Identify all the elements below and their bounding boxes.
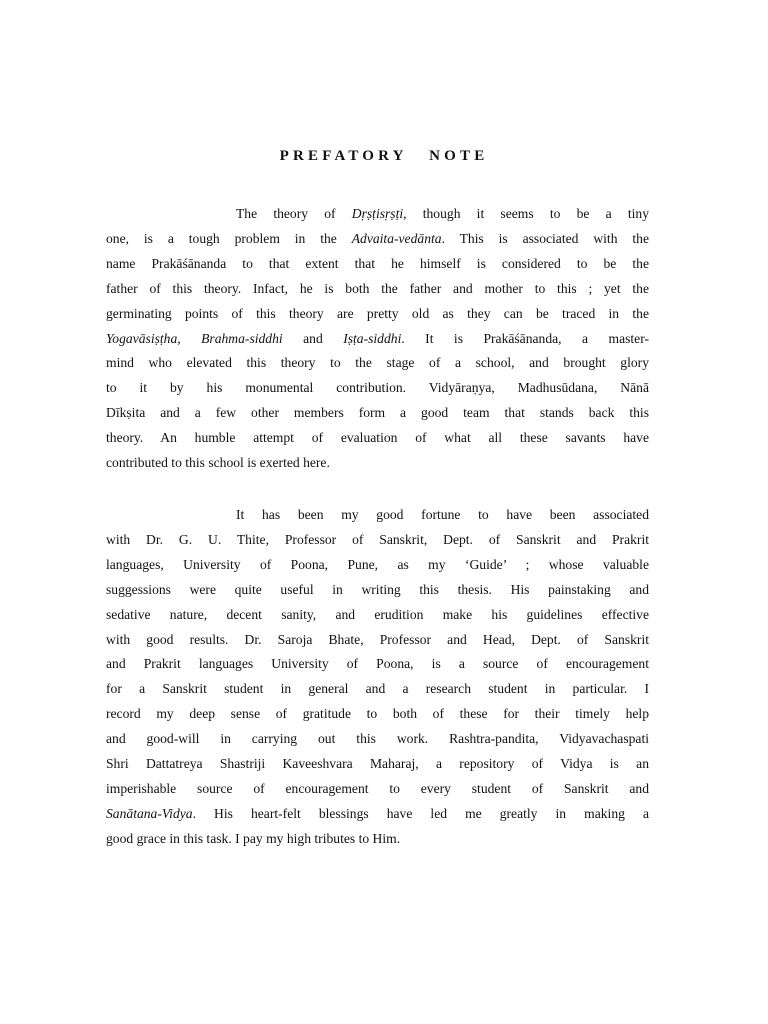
text-line: record my deep sense of gratitude to both of these for their timely help — [106, 706, 649, 722]
text-line: The theory of Dṛṣṭisṛṣṭi, though it seems to be a tiny — [236, 206, 649, 221]
text-line: and good-will in carrying out this work. Rashtra-pandita, Vidyavachaspati — [106, 731, 649, 747]
text-line: one, is a tough problem in the Advaita-vedānta. This is associated with the — [106, 230, 649, 246]
text-line: Shri Dattatreya Shastriji Kaveeshvara Maharaj, a repository of Vidya is an — [106, 756, 649, 772]
text-line: Yogavāsiṣṭha, Brahma-siddhi and Iṣṭa-siddhi. It is Prakāśānanda, a master- — [106, 330, 649, 346]
text-line: with Dr. G. U. Thite, Professor of Sanskrit, Dept. of Sanskrit and Prakrit — [106, 531, 649, 547]
text-line: name Prakāśānanda to that extent that he himself is considered to be the — [106, 255, 649, 271]
text-line: imperishable source of encouragement to every student of Sanskrit and — [106, 780, 649, 796]
text-line: mind who elevated this theory to the stage of a school, and brought glory — [106, 355, 649, 371]
italic-term: Yogavāsiṣṭha — [106, 330, 178, 346]
text-line: Sanātana-Vidya. His heart-felt blessings have led me greatly in making a — [106, 805, 649, 821]
text-line: father of this theory. Infact, he is both the father and mother to this ; yet the — [106, 280, 649, 296]
text-line: germinating points of this theory are pretty old as they can be traced in the — [106, 305, 649, 321]
text-line: It has been my good fortune to have been associated — [236, 507, 649, 522]
text-line: to it by his monumental contribution. Vidyāraṇya, Madhusūdana, Nānā — [106, 380, 649, 396]
text-line: Dīkṣita and a few other members form a good team that stands back this — [106, 405, 649, 421]
text-line: with good results. Dr. Saroja Bhate, Professor and Head, Dept. of Sanskrit — [106, 631, 649, 647]
paragraph-2 — [106, 503, 649, 852]
paragraph-1 — [106, 202, 649, 476]
text-line: good grace in this task. I pay my high tributes to Him. — [106, 830, 401, 846]
italic-term: Dṛṣṭisṛṣṭi — [351, 206, 404, 221]
italic-term: Iṣṭa-siddhi — [343, 330, 402, 346]
text-line: for a Sanskrit student in general and a research student in particular. I — [106, 681, 649, 697]
text-line: theory. An humble attempt of evaluation of what all these savants have — [106, 430, 649, 446]
text-line: sedative nature, decent sanity, and erudition make his guidelines effective — [106, 606, 649, 622]
italic-term: Sanātana-Vidya — [106, 805, 193, 821]
italic-term: Advaita-vedānta — [351, 230, 442, 246]
text-line: languages, University of Poona, Pune, as my ‘Guide’ ; whose valuable — [106, 556, 649, 572]
text-line: and Prakrit languages University of Poona, is a source of encouragement — [106, 656, 649, 672]
text-line: suggessions were quite useful in writing this thesis. His painstaking and — [106, 581, 649, 597]
text-line: contributed to this school is exerted here. — [106, 455, 330, 471]
italic-term: Brahma-siddhi — [201, 330, 283, 346]
page-title: PREFATORY NOTE — [279, 148, 489, 164]
